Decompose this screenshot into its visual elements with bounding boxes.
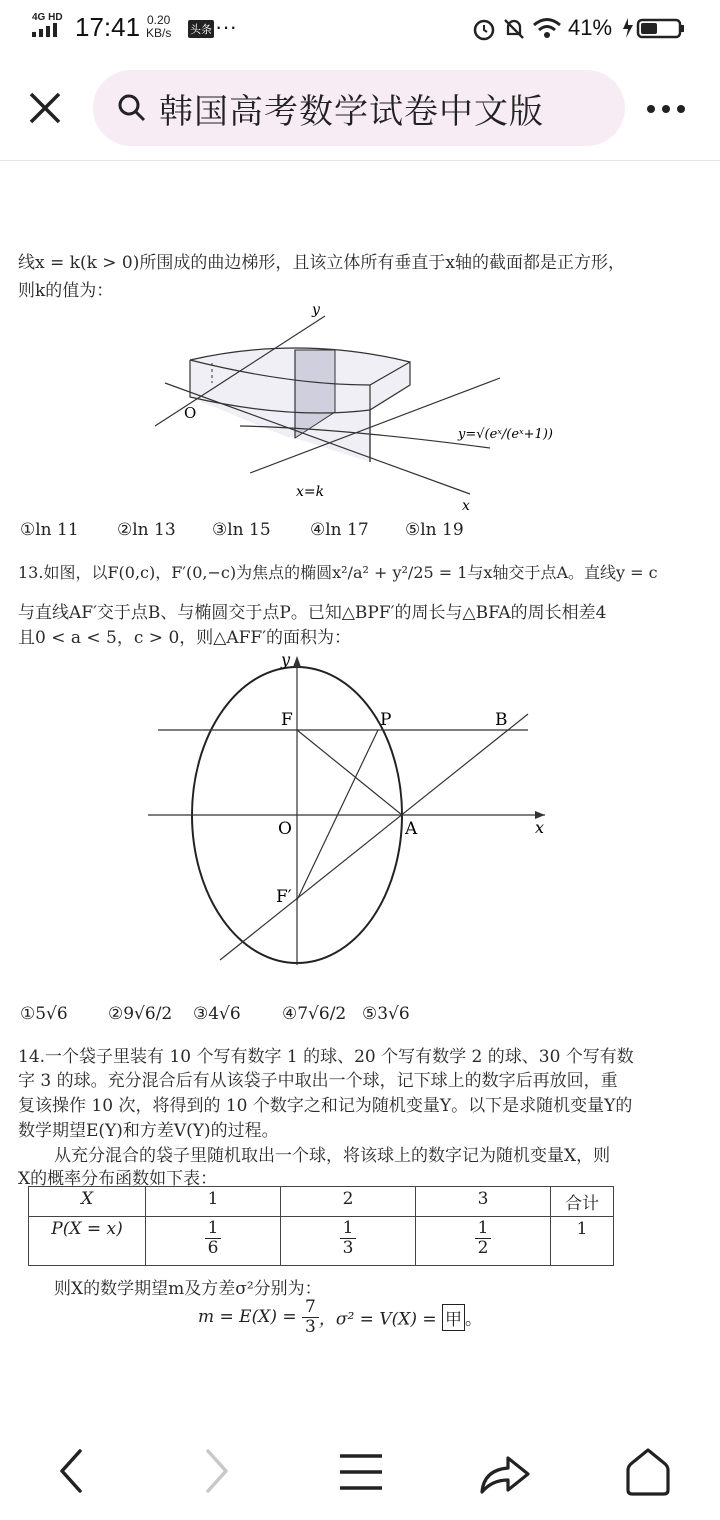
denominator: 6 [207,1237,219,1258]
q13-option[interactable]: ②9√6/2 [108,1004,173,1024]
table-header-cell: 2 [281,1187,416,1217]
battery-icon [622,16,686,40]
q13-option[interactable]: ①5√6 [20,1004,68,1024]
q14-line5: 从充分混合的袋子里随机取出一个球，将该球上的数字记为随机变量X，则 [54,1146,611,1166]
q12-option[interactable]: ①ln 11 [20,520,79,540]
table-row [29,1217,614,1266]
q12-option[interactable]: ③ln 15 [212,520,271,540]
q12-xk-label: x=k [296,484,325,500]
table-row-label: P(X = x) [29,1217,146,1266]
q13-line1: 13.如图，以F(0,c)，F′(0,−c)为焦点的椭圆x²/a² + y²/25 = 1与x轴交于点A。直线y = c [18,563,658,582]
signal-icon [32,13,63,37]
q13-F-label: F [281,710,293,730]
formula-fraction [302,1298,319,1336]
q13-O-label: O [278,819,292,839]
q12-y-label: y [312,302,320,318]
menu-icon[interactable] [338,1452,384,1492]
q12-o-label: O [184,404,197,422]
formula-end: 。 [465,1309,483,1330]
mute-icon [502,17,526,41]
probability-table [28,1186,614,1266]
table-header-cell: X [29,1187,146,1217]
table-row [29,1187,614,1217]
bottom-nav [0,1420,720,1520]
fraction [340,1219,357,1257]
q13-line3: 且0 < a < 5，c > 0，则△AFF′的面积为： [18,628,352,648]
close-icon[interactable] [28,91,62,125]
search-icon [117,93,147,123]
q13-Fp-label: F′ [276,887,292,907]
table-cell: 1 [551,1217,614,1266]
net-speed [146,14,171,40]
wifi-icon [532,16,562,40]
q14-formula [198,1298,482,1336]
top-bar [0,58,720,160]
more-notifications-icon: ··· [215,14,237,39]
q14-line1: 14.一个袋子里装有 10 个写有数字 1 的球、20 个写有数学 2 的球、30 个写有数 [18,1047,634,1067]
q13-A-label: A [405,819,418,839]
denominator: 3 [305,1316,316,1337]
q13-P-label: P [380,710,392,730]
q12-line2: 则k的值为： [18,281,114,301]
q13-option[interactable]: ③4√6 [193,1004,241,1024]
q13-option[interactable]: ⑤3√6 [362,1004,410,1024]
numerator: 1 [340,1219,357,1239]
search-query[interactable]: 韩国高考数学试卷中文版 [159,93,544,131]
q12-option[interactable]: ②ln 13 [117,520,176,540]
q12-option[interactable]: ④ln 17 [310,520,369,540]
q14-line7: 则X的数学期望m及方差σ²分别为： [54,1279,322,1299]
forward-icon [196,1446,236,1496]
q13-figure [0,645,720,975]
q13-line2: 与直线AF′交于点B、与椭圆交于点P。已知△BPF′的周长与△BFA的周长相差4 [18,603,607,623]
q12-option[interactable]: ⑤ln 19 [405,520,464,540]
q13-y-label: y [281,650,291,669]
table-header-cell: 1 [146,1187,281,1217]
q12-line1: 线x = k(k > 0)所围成的曲边梯形，且该立体所有垂直于x轴的截面都是正方形， [18,253,625,273]
speed-value: 0.20 [146,13,171,27]
fraction [205,1219,222,1257]
q14-line3: 复该操作 10 次，将得到的 10 个数字之和记为随机变量Y。以下是求随机变量Y的 [18,1096,633,1116]
numerator: 1 [475,1219,492,1239]
alarm-icon [472,17,496,41]
clock: 17:41 [75,12,141,42]
table-cell [281,1217,416,1266]
speed-unit: KB/s [146,26,172,40]
q12-x-label: x [462,498,470,514]
status-bar [0,0,720,58]
q13-x-label: x [535,818,545,837]
back-icon[interactable] [54,1446,94,1496]
formula-left: m = E(X) = [198,1307,297,1328]
table-cell [146,1217,281,1266]
formula-right: ，σ² = V(X) = [318,1309,437,1330]
numerator: 7 [302,1298,319,1318]
search-box[interactable] [93,70,625,146]
divider [0,160,720,161]
fraction [475,1219,492,1257]
table-header-cell: 合计 [551,1187,614,1217]
denominator: 3 [342,1237,354,1258]
q12-figure [0,298,720,518]
battery-percent: 41% [568,15,613,40]
q12-func-label: y=√(eˣ/(eˣ+1)) [458,427,553,442]
q14-line6: X的概率分布函数如下表： [18,1169,218,1189]
q14-line2: 字 3 的球。充分混合后有从该袋子中取出一个球，记下球上的数字后再放回，重 [18,1071,618,1091]
table-cell [416,1217,551,1266]
q13-option[interactable]: ④7√6/2 [282,1004,347,1024]
denominator: 2 [477,1237,489,1258]
more-icon[interactable] [646,104,686,114]
q13-B-label: B [495,710,508,730]
app-badge: 头条 [188,20,214,38]
boxed-answer: 甲 [442,1304,465,1331]
share-icon[interactable] [478,1450,532,1496]
home-icon[interactable] [622,1446,674,1498]
table-header-cell: 3 [416,1187,551,1217]
numerator: 1 [205,1219,222,1239]
network-label: 4G HD [32,12,63,23]
q14-line4: 数学期望E(Y)和方差V(Y)的过程。 [18,1121,279,1141]
